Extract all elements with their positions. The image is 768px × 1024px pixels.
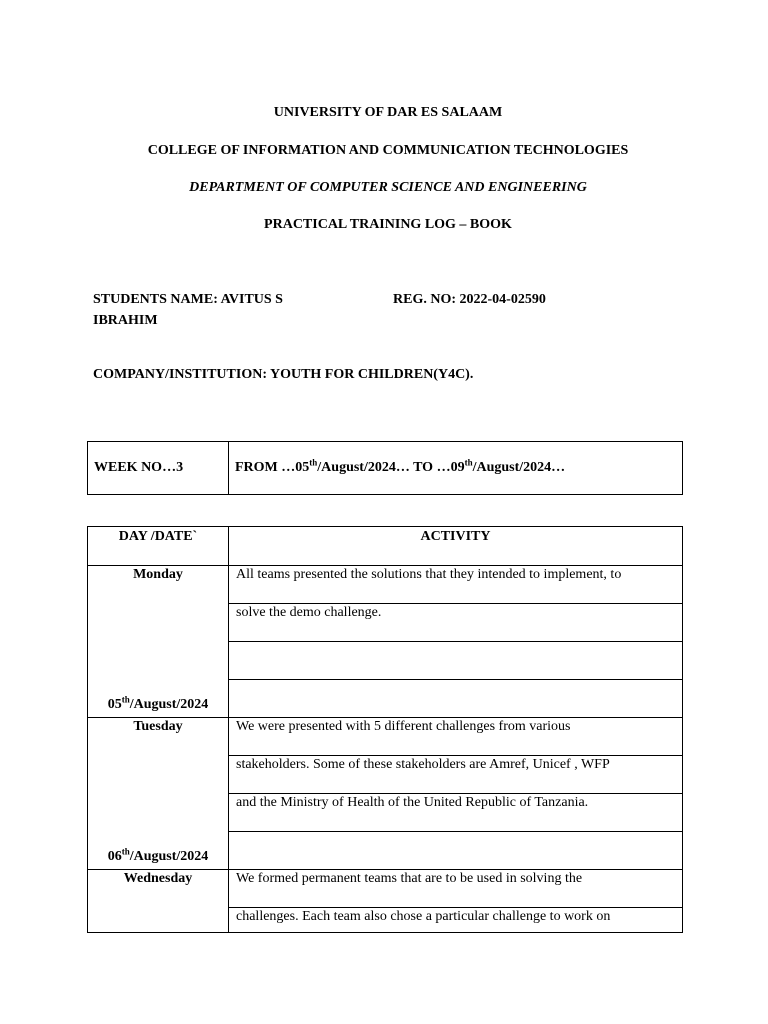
activity-log-table — [87, 526, 683, 933]
registration-number: REG. NO: 2022-04-02590 — [393, 292, 546, 307]
activity-line — [229, 680, 683, 718]
student-name-line1: STUDENTS NAME: AVITUS S — [93, 292, 283, 307]
day-name: Tuesday — [133, 719, 183, 734]
table-row — [88, 718, 683, 756]
week-from-mid: /August/2024… TO …09 — [317, 460, 465, 475]
university-title: UNIVERSITY OF DAR ES SALAAM — [273, 105, 503, 120]
logbook-title: PRACTICAL TRAINING LOG – BOOK — [264, 217, 512, 232]
day-date — [88, 846, 228, 865]
week-table — [87, 441, 683, 495]
table-row — [88, 566, 683, 604]
day-date — [88, 694, 228, 713]
student-name — [93, 289, 333, 331]
activity-line: challenges. Each team also chose a particular challenge to work on — [229, 908, 683, 933]
date-number: 06 — [107, 849, 122, 864]
company-institution: COMPANY/INSTITUTION: YOUTH FOR CHILDREN(Y4C). — [93, 367, 474, 382]
week-range — [229, 442, 683, 495]
activity-line: We were presented with 5 different challenges from various — [229, 718, 683, 756]
activity-line: and the Ministry of Health of the United Republic of Tanzania. — [229, 794, 683, 832]
activity-line: All teams presented the solutions that they intended to implement, to — [229, 566, 683, 604]
week-from-prefix: FROM …05 — [235, 460, 310, 475]
week-row — [88, 442, 683, 495]
date-month-year: /August/2024 — [129, 849, 209, 864]
week-to-suffix: /August/2024… — [472, 460, 566, 475]
column-header-day-date: DAY /DATE` — [88, 527, 229, 566]
activity-line: solve the demo challenge. — [229, 604, 683, 642]
day-cell-wednesday — [88, 870, 229, 933]
day-cell-monday — [88, 566, 229, 718]
week-number: WEEK NO…3 — [88, 442, 229, 495]
activity-line: stakeholders. Some of these stakeholders are Amref, Unicef , WFP — [229, 756, 683, 794]
day-name: Wednesday — [123, 871, 193, 886]
week-to-sup: th — [464, 457, 473, 468]
week-from-sup: th — [309, 457, 318, 468]
activity-line — [229, 832, 683, 870]
student-name-line2: IBRAHIM — [93, 313, 158, 328]
day-cell-tuesday — [88, 718, 229, 870]
date-suffix: th — [121, 694, 130, 705]
activity-line: We formed permanent teams that are to be used in solving the — [229, 870, 683, 908]
day-name: Monday — [133, 567, 183, 582]
date-suffix: th — [121, 846, 130, 857]
activity-line — [229, 642, 683, 680]
date-month-year: /August/2024 — [129, 697, 209, 712]
college-title: COLLEGE OF INFORMATION AND COMMUNICATION TECHNOLOGIES — [147, 143, 629, 158]
column-header-activity: ACTIVITY — [229, 527, 683, 566]
department-title: DEPARTMENT OF COMPUTER SCIENCE AND ENGINEERING — [189, 180, 587, 195]
log-header-row — [88, 527, 683, 566]
table-row — [88, 870, 683, 908]
date-number: 05 — [107, 697, 122, 712]
